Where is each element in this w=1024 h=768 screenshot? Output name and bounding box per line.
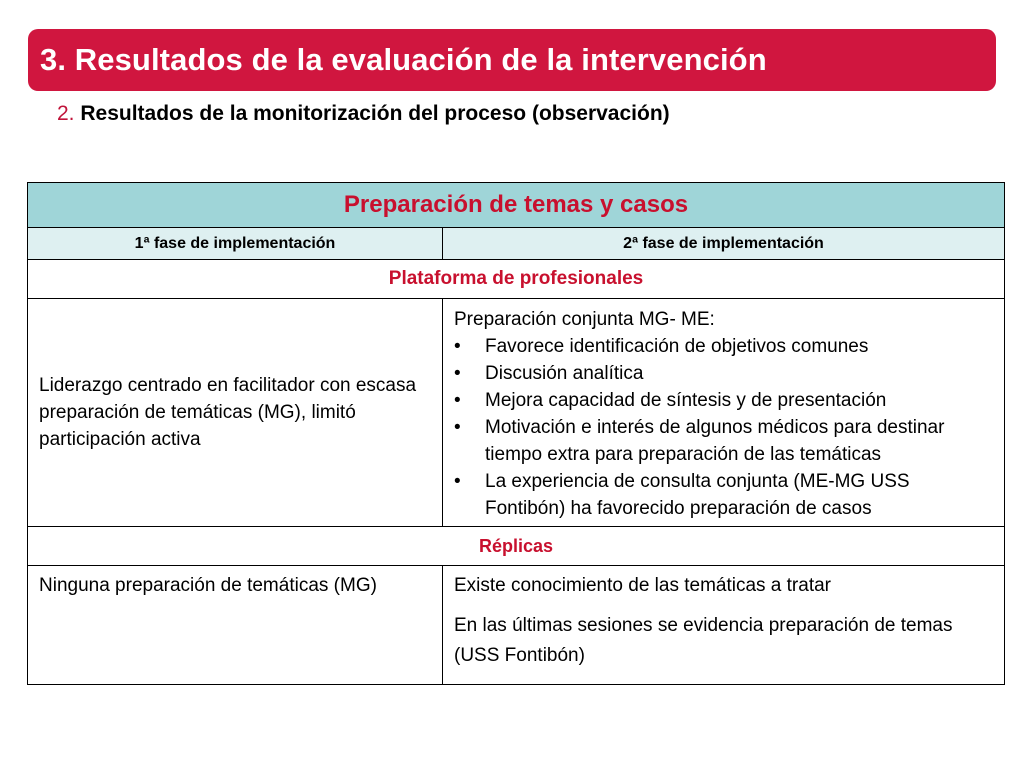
list-item: • Favorece identificación de objetivos comunes xyxy=(454,333,994,360)
plataforma-phase-1-cell: Liderazgo centrado en facilitador con escasa preparación de temáticas (MG), limitó participación activa xyxy=(28,299,443,527)
results-table xyxy=(27,182,1005,685)
title-banner xyxy=(28,29,996,91)
plataforma-intro: Preparación conjunta MG- ME: xyxy=(454,309,715,330)
replicas-phase-1-cell: Ninguna preparación de temáticas (MG) xyxy=(28,566,443,685)
list-item: • La experiencia de consulta conjunta (ME-MG USS Fontibón) ha favorecido preparación de casos xyxy=(454,468,994,522)
bullet-icon: • xyxy=(454,390,461,411)
phase-1-header: 1ª fase de implementación xyxy=(28,228,443,260)
bullet-icon: • xyxy=(454,471,461,492)
phase-2-header: 2ª fase de implementación xyxy=(443,228,1005,260)
replicas-phase-2-cell xyxy=(443,566,1005,685)
bullet-icon: • xyxy=(454,417,461,438)
page-subtitle xyxy=(57,102,670,126)
plataforma-phase-2-cell xyxy=(443,299,1005,527)
list-item: • Discusión analítica xyxy=(454,360,994,387)
bullet-icon: • xyxy=(454,336,461,357)
list-item: • Motivación e interés de algunos médicos para destinar tiempo extra para preparación de las temáticas xyxy=(454,414,994,468)
replicas-paragraph: Existe conocimiento de las temáticas a tratar xyxy=(454,575,832,596)
table-header: Preparación de temas y casos xyxy=(28,183,1005,228)
section-title-plataforma: Plataforma de profesionales xyxy=(28,260,1005,299)
bullet-icon: • xyxy=(454,363,461,384)
list-item: • Mejora capacidad de síntesis y de presentación xyxy=(454,387,994,414)
section-title-replicas: Réplicas xyxy=(28,527,1005,566)
subtitle-text: Resultados de la monitorización del proceso (observación) xyxy=(80,102,670,125)
plataforma-bullet-list xyxy=(454,333,994,522)
page-title: 3. Resultados de la evaluación de la intervención xyxy=(40,42,767,77)
replicas-paragraph: En las últimas sesiones se evidencia preparación de temas (USS Fontibón) xyxy=(454,615,953,666)
subtitle-number: 2. xyxy=(57,102,75,125)
